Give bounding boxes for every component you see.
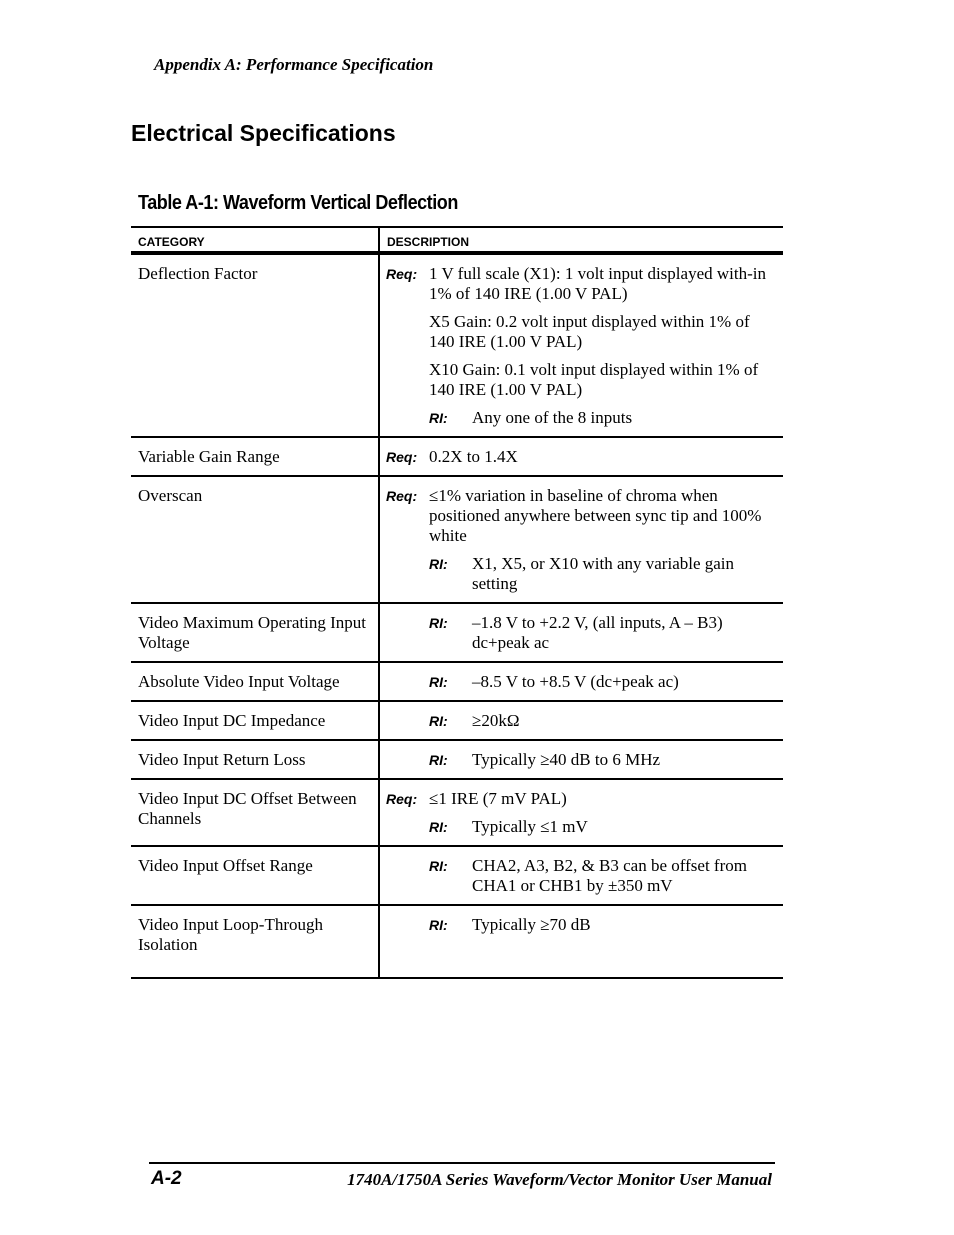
ri-label: RI: (429, 674, 448, 690)
table-row (131, 740, 783, 779)
table-row (131, 603, 783, 662)
spec-line (386, 554, 776, 594)
spec-text: ≤1 IRE (7 mV PAL) (429, 789, 567, 808)
column-header-category: CATEGORY (131, 227, 379, 253)
spec-line (386, 672, 776, 692)
manual-title: 1740A/1750A Series Waveform/Vector Monitor User Manual (347, 1170, 772, 1189)
ri-label: RI: (429, 858, 448, 874)
spec-text: –8.5 V to +8.5 V (dc+peak ac) (472, 672, 679, 691)
spec-line (386, 856, 776, 896)
section-title: Electrical Specifications (131, 120, 396, 146)
table-row (131, 846, 783, 905)
spec-line (386, 817, 776, 837)
category-cell: Variable Gain Range (131, 437, 379, 476)
table-row (131, 437, 783, 476)
spec-text: –1.8 V to +2.2 V, (all inputs, A – B3) dc+peak ac (472, 613, 723, 652)
indent-spacer (386, 312, 429, 352)
spec-text: X1, X5, or X10 with any variable gain setting (472, 554, 735, 593)
category-cell: Video Maximum Operating Input Voltage (131, 603, 379, 662)
category-cell: Video Input Return Loss (131, 740, 379, 779)
spec-line (386, 360, 776, 400)
requirement-label: Req: (386, 266, 418, 282)
spec-line (386, 264, 776, 304)
category-cell: Overscan (131, 476, 379, 603)
spec-text: ≤1% variation in baseline of chroma when positioned anywhere between sync tip and 100% white (429, 486, 762, 545)
spec-text: 1 V full scale (X1): 1 volt input displayed with-in 1% of 140 IRE (1.00 V PAL) (429, 264, 766, 303)
spec-text: X5 Gain: 0.2 volt input displayed within 1% of 140 IRE (1.00 V PAL) (429, 312, 750, 351)
description-cell (379, 253, 783, 437)
ri-label: RI: (429, 713, 448, 729)
table-row (131, 476, 783, 603)
description-cell (379, 846, 783, 905)
spec-text: X10 Gain: 0.1 volt input displayed within 1% of 140 IRE (1.00 V PAL) (429, 360, 759, 399)
spec-line (386, 486, 776, 546)
ri-label: RI: (429, 917, 448, 933)
spec-text: Typically ≥40 dB to 6 MHz (472, 750, 661, 769)
category-cell: Video Input Offset Range (131, 846, 379, 905)
table-row (131, 779, 783, 846)
ri-label: RI: (429, 819, 448, 835)
spec-text: 0.2X to 1.4X (429, 447, 518, 466)
spec-text: Typically ≤1 mV (472, 817, 588, 836)
description-cell (379, 603, 783, 662)
spec-line (386, 613, 776, 653)
spec-line (386, 312, 776, 352)
spec-text: Typically ≥70 dB (472, 915, 591, 934)
description-cell (379, 905, 783, 978)
table-title: Table A-1: Waveform Vertical Deflection (138, 192, 458, 214)
table-row (131, 701, 783, 740)
ri-label: RI: (429, 556, 448, 572)
description-cell (379, 476, 783, 603)
spec-text: Any one of the 8 inputs (472, 408, 633, 427)
table-row (131, 662, 783, 701)
spec-line (386, 915, 776, 935)
spec-text: CHA2, A3, B2, & B3 can be offset from CHA1 or CHB1 by ±350 mV (472, 856, 747, 895)
requirement-label: Req: (386, 488, 418, 504)
table-row (131, 253, 783, 437)
running-head: Appendix A: Performance Specification (154, 55, 434, 74)
category-cell: Video Input Loop-Through Isolation (131, 905, 379, 978)
column-header-description: DESCRIPTION (379, 227, 783, 253)
description-cell (379, 437, 783, 476)
description-cell (379, 701, 783, 740)
requirement-label: Req: (386, 449, 418, 465)
ri-label: RI: (429, 410, 448, 426)
category-cell: Video Input DC Impedance (131, 701, 379, 740)
spec-line (386, 447, 776, 467)
table-header-row (131, 227, 783, 253)
footer-rule (149, 1162, 775, 1164)
page-number: A-2 (151, 1168, 182, 1189)
spec-line (386, 789, 776, 809)
requirement-label: Req: (386, 791, 418, 807)
category-cell: Absolute Video Input Voltage (131, 662, 379, 701)
category-cell: Video Input DC Offset Between Channels (131, 779, 379, 846)
spec-text: ≥20kΩ (472, 711, 520, 730)
description-cell (379, 662, 783, 701)
description-cell (379, 779, 783, 846)
spec-line (386, 750, 776, 770)
description-cell (379, 740, 783, 779)
spec-line (386, 711, 776, 731)
ri-label: RI: (429, 752, 448, 768)
spec-line (386, 408, 776, 428)
category-cell: Deflection Factor (131, 253, 379, 437)
table-row (131, 905, 783, 978)
spec-table (131, 226, 783, 979)
indent-spacer (386, 360, 429, 400)
ri-label: RI: (429, 615, 448, 631)
